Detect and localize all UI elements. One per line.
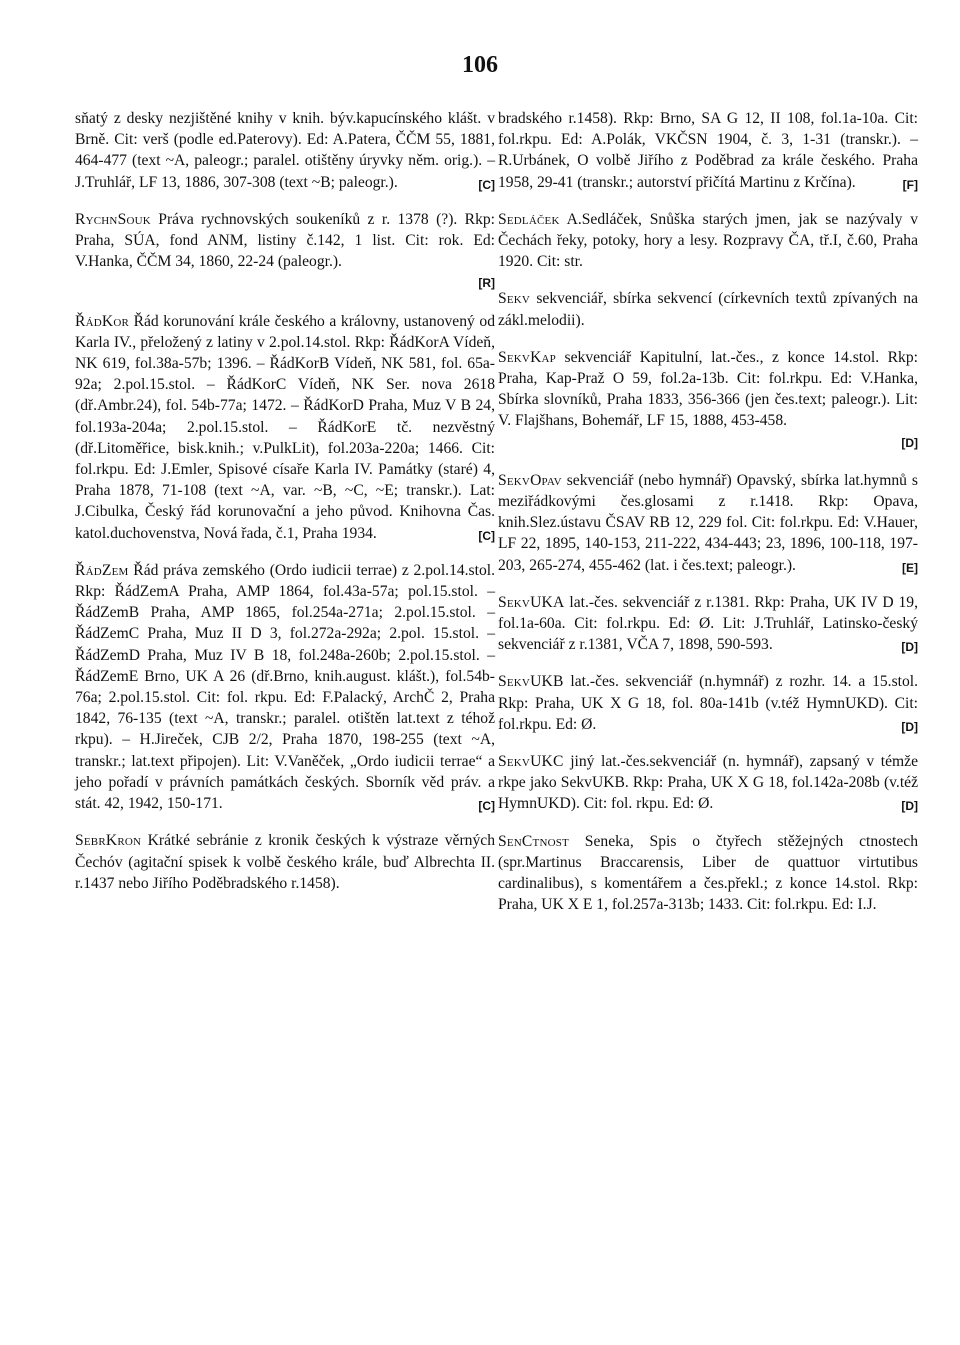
entry-tag: [C] xyxy=(478,799,495,814)
entry-text: sňatý z desky nezjištěné knihy v knih. býv.kapucínského klášt. v Brně. Cit: verš (podle ed.Paterovy). Ed: A.Patera, ČČM 55, 1881, 464-477 (text ~A, paleogr.; paralel. otištěny úryvky něm. orig.). – J.Truhlář, LF 13, 1886, 307-308 (text ~B; paleogr.). xyxy=(75,110,495,191)
entry-siglum: SebrKron xyxy=(75,832,142,850)
entry-siglum: Sekv xyxy=(498,290,531,308)
entry-radzem xyxy=(75,560,495,814)
entry-siglum: SekvKap xyxy=(498,348,557,366)
entry-radkor xyxy=(75,311,495,544)
entry-rychnsouk xyxy=(75,209,495,295)
entry-text: lat.-čes. sekvenciář z r.1381. Rkp: Praha, UK IV D 19, fol.1a-60a. Cit: fol.rkpu. Ed: Ø. Lit: J.Truhlář, Latinsko-český sekvenciář z r.1381, VČA 7, 1898, 590-593. xyxy=(498,593,918,654)
entry-text: sekvenciář (nebo hymnář) Opavský, sbírka lat.hymnů s meziřádkovými čes.glosami z r.1418. Rkp: Opava, knih.Slez.ústavu ČSAV RB 12, 229 fol. Cit: fol.rkpu. Ed: V.Hauer, LF 22, 1895, 140-153, 211-222, 434-443; 23, 1896, 100-118, 197-203, 265-274, 455-462 (lat. i čes.text; paleogr.). xyxy=(498,471,918,574)
entry-sekv xyxy=(498,288,918,330)
entry-siglum: SekvOpav xyxy=(498,471,562,489)
entry-continuation xyxy=(75,108,495,193)
entry-text: A.Sedláček, Snůška starých jmen, jak se nazývaly v Čechách řeky, potoky, hory a lesy. Rozpravy ČA, tř.I, č.60, Praha 1920. Cit: str. xyxy=(498,210,918,271)
entry-tag: [D] xyxy=(901,719,918,734)
entry-sebrkron-continuation xyxy=(498,108,918,193)
entry-text: sekvenciář Kapitulní, lat.-čes., z konce 14.stol. Rkp: Praha, Kap-Praž O 59, fol.2a-13b. Cit: fol.rkpu. Ed: V.Hanka, Sbírka slovníků, Praha 1833, 356-366 (jen čes.text; paleogr.). Lit: V. Flajšhans, Bohemář, LF 15, 1888, 453-458. xyxy=(498,348,918,430)
entry-text: Krátké sebránie z kronik českých k výstraze věrných Čechóv (agitační spisek k volbě českého krále, buď Albrechta II. r.1437 nebo Jiřího Poděbradského r.1458). xyxy=(75,832,495,892)
entry-siglum: SekvUKC xyxy=(498,753,564,771)
entry-tag: [D] xyxy=(901,640,918,655)
entry-siglum: SekvUKB xyxy=(498,673,564,691)
entry-siglum: SekvUKA xyxy=(498,593,565,611)
entry-tag: [E] xyxy=(902,560,918,575)
entry-sedlacek xyxy=(498,209,918,273)
entry-text: Řád korunování krále českého a královny, ustanovený od Karla IV., přeložený z latiny v 2.pol.14.stol. Rkp: ŘádKorA Vídeň, NK 619, fol.38a-57b; 1396. – ŘádKorB Vídeň, NK 581, fol. 65a-92a; 2.pol.15.stol. – ŘádKorC Vídeň, NK Ser. nova 2618 (dř.Ambr.24), fol. 54b-77a; 1472. – ŘádKorD Praha, Muz V B 24, fol.193a-204a; 2.pol.15.stol. – ŘádKorE tč. nezvěstný (dř.Litoměřice, bisk.knih.; v.PulkLit), fol.203a-220a; 1466. Cit: fol.rkpu. Ed: J.Emler, Spisové císaře Karla IV. Památky (staré) 4, Praha 1878, 71-108 (text ~A, var. ~B, ~C, ~E; transkr.). Lat: J.Cibulka, Český řád korunovační a jeho původ. Knihovna Čas. katol.duchovenstva, Nová řada, č.1, Praha 1934. xyxy=(75,312,495,542)
entry-text: Řád práva zemského (Ordo iudicii terrae) z 2.pol.14.stol. Rkp: ŘádZemA Praha, AMP 1864, fol.43a-57a; pol.15.stol. – ŘádZemB Praha, AMP 1865, fol.254a-271a; 2.pol.15.stol. – ŘádZemC Praha, Muz II D 3, fol.272a-292a; 2.pol. 15.stol. – ŘádZemD Praha, Muz IV B 18, fol.248a-260b; 2.pol.15.stol. – ŘádZemE Brno, UK A 26 (dř.Brno, knih.august. klášt.), fol.54b-76a; 2.pol.15.stol. Cit: fol. rkpu. Ed: F.Palacký, ArchČ 2, Praha 1842, 76-135 (text ~A, transkr.; paralel. otištěn lat.text z téhož rkpu). – H.Jireček, CJB 2/2, Praha 1870, 198-255 (text ~A, transkr.; lat.text připojen). Lit: V.Vaněček, „Ordo iudicii terrae“ a jeho pořadí v právních památkách českých. Sborník věd práv. a stát. 42, 1942, 150-171. xyxy=(75,561,495,813)
entry-tag: [R] xyxy=(478,276,495,291)
entry-siglum: ŘádKor xyxy=(75,312,130,330)
entry-text: Práva rychnovských soukeníků z r. 1378 (?). Rkp: Praha, SÚA, fond ANM, listiny č.142, 1 list. Cit: rok. Ed: V.Hanka, ČČM 34, 1860, 22-24 (paleogr.). xyxy=(75,210,496,271)
entry-siglum: RychnSouk xyxy=(75,210,151,228)
entry-siglum: SenCtnost xyxy=(498,832,569,850)
entry-tag: [C] xyxy=(478,528,495,543)
entry-sekvuka xyxy=(498,592,918,656)
entry-text: jiný lat.-čes.sekvenciář (n. hymnář), zapsaný v témže rkpe jako SekvUKB. Rkp: Praha, UK X G 18, fol.142a-208b (v.též HymnUKD). Cit: fol. rkpu. Ed: Ø. xyxy=(498,753,918,813)
entry-tag: [F] xyxy=(902,177,918,192)
entry-tag: [D] xyxy=(901,435,918,450)
entry-siglum: ŘádZem xyxy=(75,561,129,579)
page-number: 106 xyxy=(462,52,498,78)
entry-text: Seneka, Spis o čtyřech stěžejných ctnostech (spr.Martinus Braccarensis, Liber de quattuor virtutibus cardinalibus), s komentářem a čes.překl.; z konce 14.stol. Rkp: Praha, UK X E 1, fol.257a-313b; 1433. Cit: fol.rkpu. Ed: I.J. xyxy=(498,832,918,914)
entry-tag: [C] xyxy=(478,177,495,192)
entry-text: bradského r.1458). Rkp: Brno, SA G 12, II 108, fol.1a-10a. Cit: fol.rkpu. Ed: A.Polák, VKČSN 1904, č. 3, 1-31 (transkr.). – R.Urbánek, O volbě Jiřího z Poděbrad za krále českého. Praha 1958, 29-41 (transkr.; autorství přičítá Martinu z Krčína). xyxy=(498,110,918,191)
entry-sekvukc xyxy=(498,751,918,815)
entry-sekvopav xyxy=(498,470,918,576)
entry-text: lat.-čes. sekvenciář (n.hymnář) z rozhr. 14. a 15.stol. Rkp: Praha, UK X G 18, fol. 80a-141b (v.též HymnUKD). Cit: fol.rkpu. Ed: Ø. xyxy=(498,673,918,733)
entry-text: sekvenciář, sbírka sekvencí (církevních textů zpívaných na zákl.melodii). xyxy=(498,290,918,329)
entry-sekvukb xyxy=(498,671,918,735)
entry-tag: [D] xyxy=(901,799,918,814)
right-column xyxy=(498,108,918,932)
entry-sekvkap xyxy=(498,347,918,454)
entry-sebrkron xyxy=(75,830,495,894)
left-column xyxy=(75,108,495,910)
entry-siglum: Sedláček xyxy=(498,210,560,228)
entry-sencnost xyxy=(498,831,918,916)
